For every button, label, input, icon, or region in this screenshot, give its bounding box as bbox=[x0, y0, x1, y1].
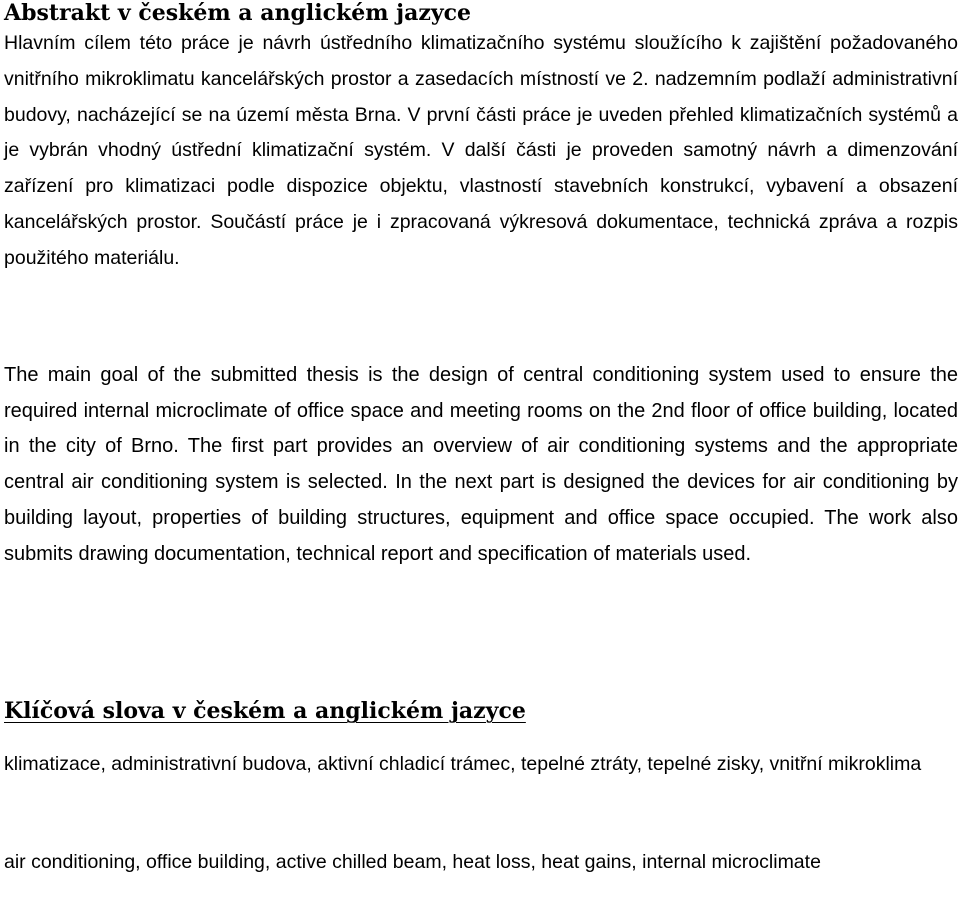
abstract-english-paragraph: The main goal of the submitted thesis is the design of central conditioning system used to ensure the required internal microclimate of office space and meeting rooms on the 2nd floor of office building, located in the city of Brno. The first part provides an overview of air conditioning systems and the appropriate central air conditioning system is selected. In the next part is designed the devices for air conditioning by building layout, properties of building structures, equipment and office space occupied. The work also submits drawing documentation, technical report and specification of materials used. bbox=[4, 364, 958, 565]
abstract-czech-paragraph: Hlavním cílem této práce je návrh ústředního klimatizačního systému sloužícího k zajištění požadovaného vnitřního mikroklimatu kancelářských prostor a zasedacích místností ve 2. nadzemním podlaží administrativní budovy, nacházející se na území města Brna. V první části práce je uveden přehled klimatizačních systémů a je vybrán vhodný ústřední klimatizační systém. V další části je proveden samotný návrh a dimenzování zařízení pro klimatizaci podle dispozice objektu, vlastností stavebních konstrukcí, vybavení a obsazení kancelářských prostor. Součástí práce je i zpracovaná výkresová dokumentace, technická zpráva a rozpis použitého materiálu. bbox=[4, 32, 958, 269]
abstract-heading: Abstrakt v českém a anglickém jazyce bbox=[4, 0, 472, 26]
keywords-english-paragraph: air conditioning, office building, active chilled beam, heat loss, heat gains, internal microclimate bbox=[4, 851, 821, 873]
keywords-czech-paragraph: klimatizace, administrativní budova, aktivní chladicí trámec, tepelné ztráty, tepelné zisky, vnitřní mikroklima bbox=[4, 753, 922, 775]
keywords-heading: Klíčová slova v českém a anglickém jazyce bbox=[4, 698, 526, 724]
